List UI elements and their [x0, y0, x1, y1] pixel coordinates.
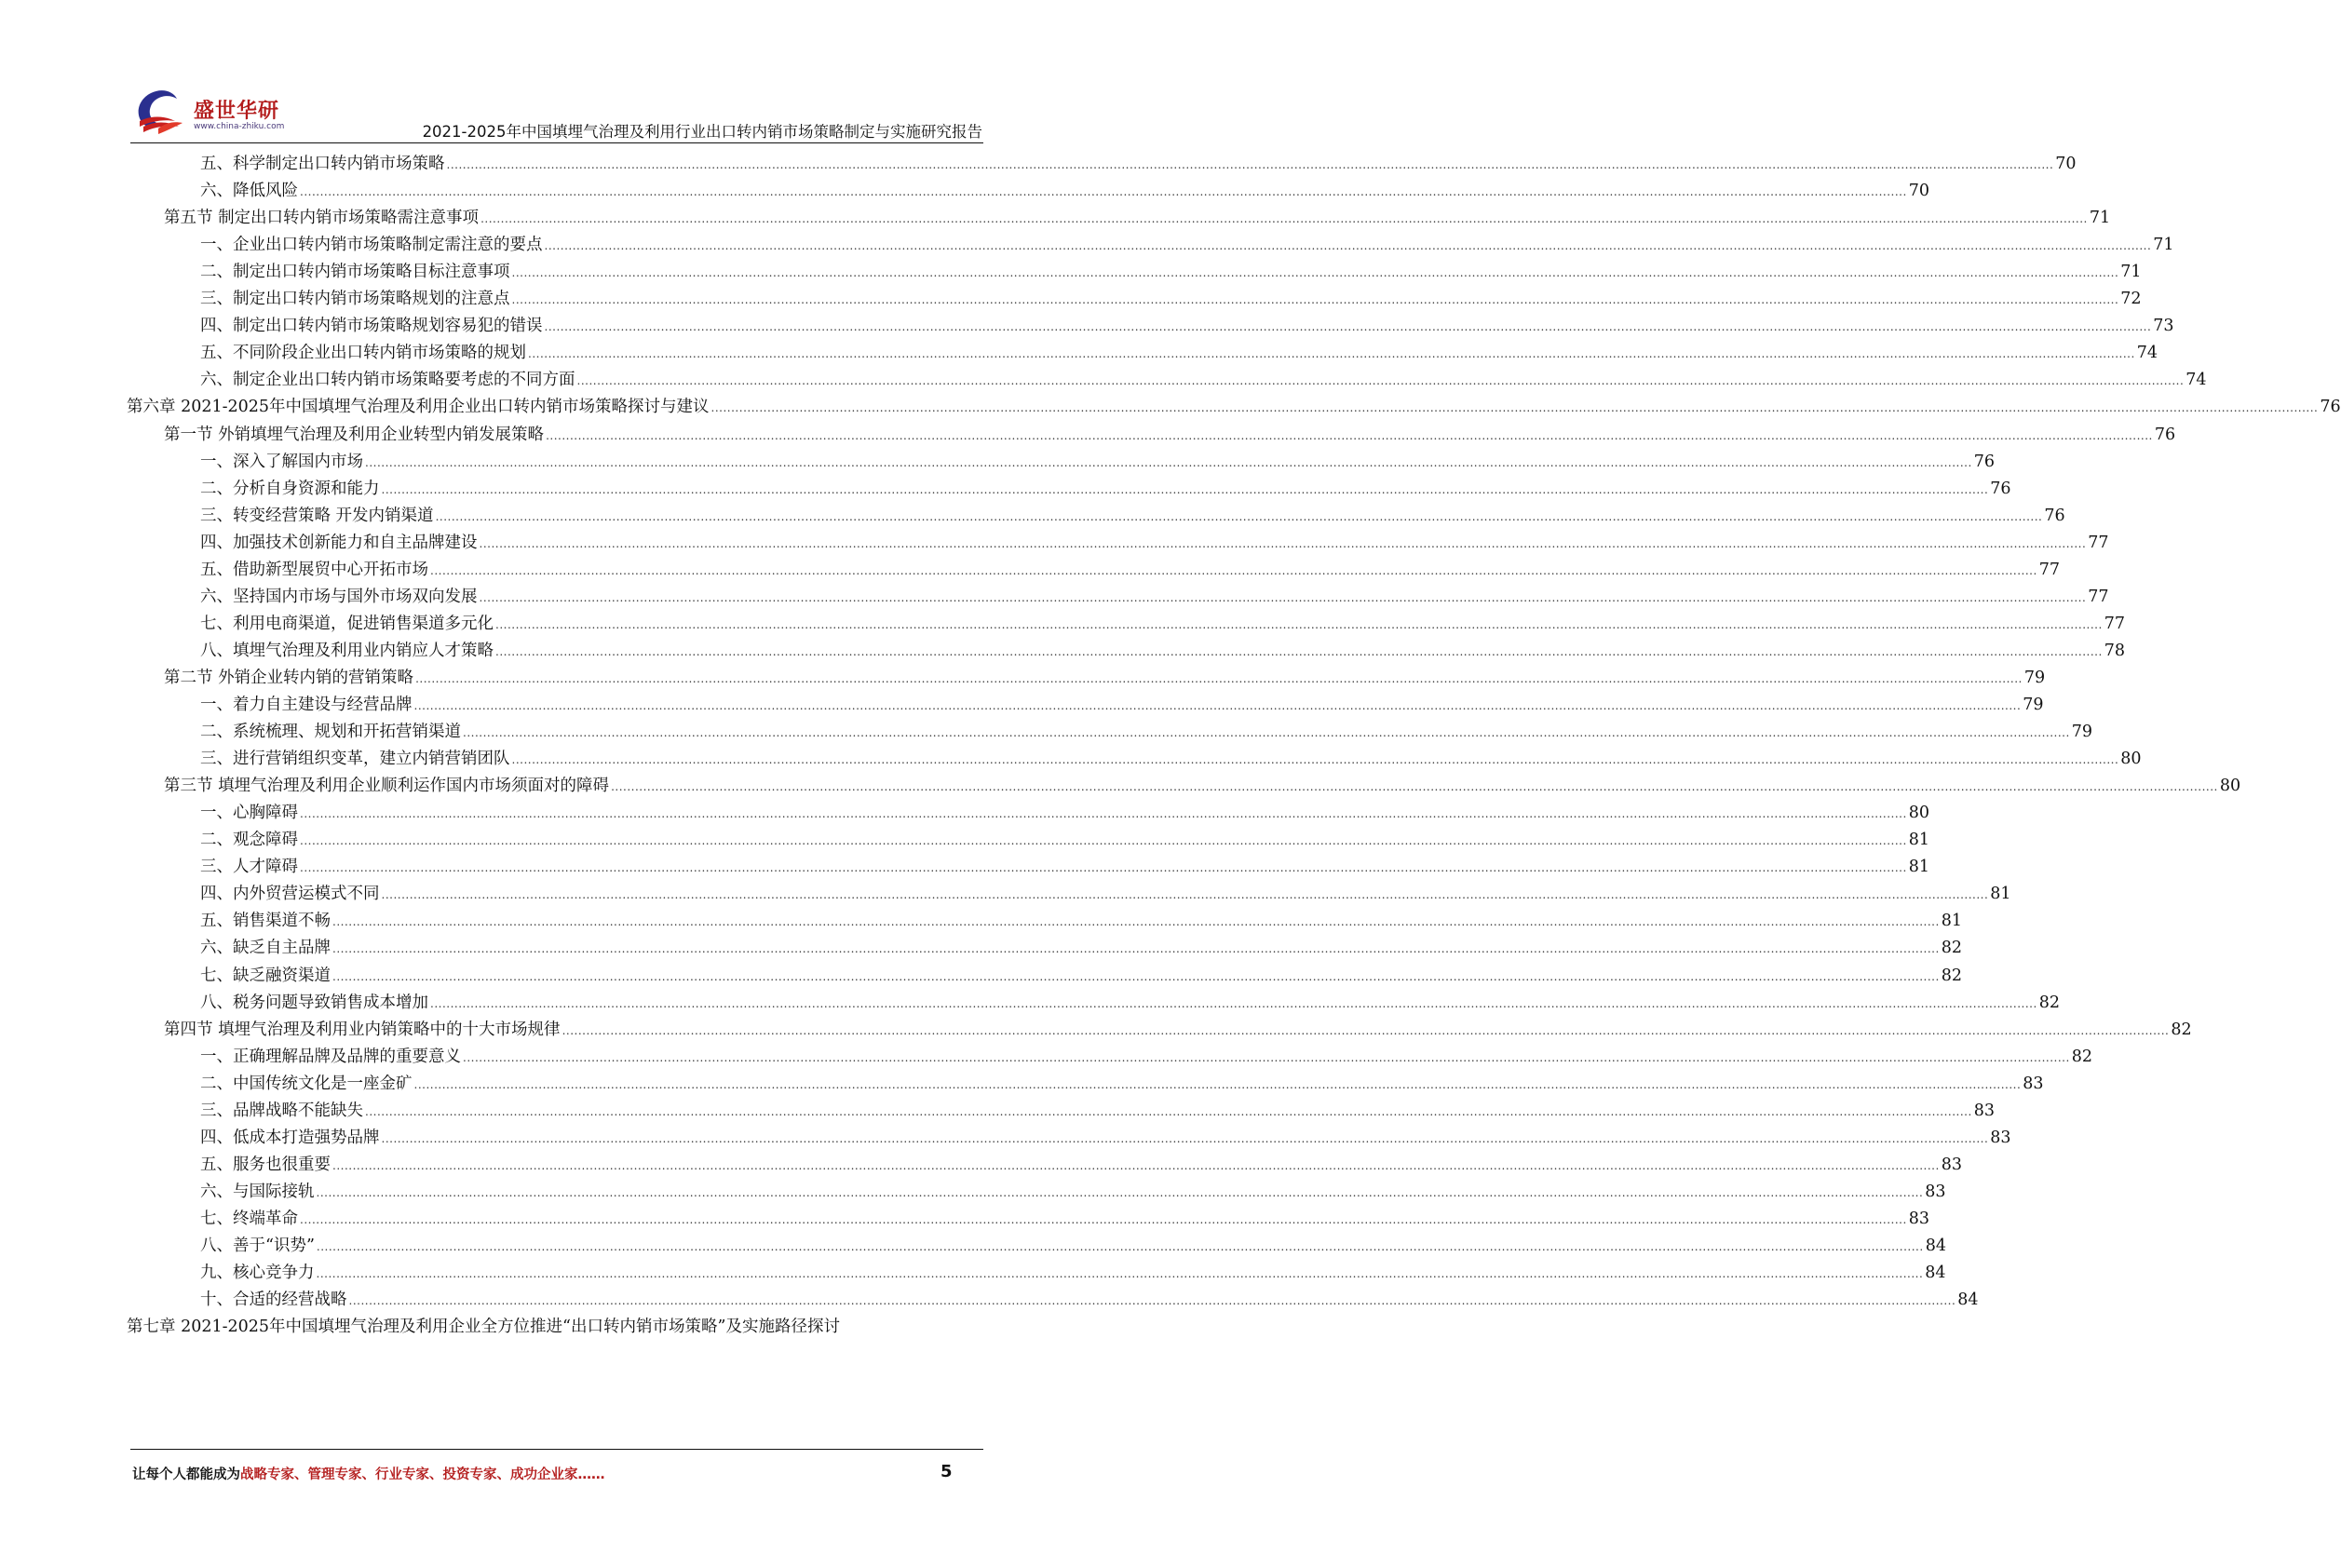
toc-page-number: 76: [1990, 479, 2011, 498]
toc-entry-title: 六、坚持国内市场与国外市场双向发展: [200, 587, 478, 606]
toc-entry[interactable]: [200, 448, 1996, 476]
toc-dot-leader: ................................................................................................................................................................................................................................................................................................................................................................................................................: [435, 509, 2043, 523]
toc-dot-leader: ................................................................................................................................................................................................................................................................................................................................................................................................................: [300, 185, 1907, 199]
toc-entry-title: 一、企业出口转内销市场策略制定需注意的要点: [200, 236, 543, 255]
toc-entry-title: 五、不同阶段企业出口转内销市场策略的规划: [200, 344, 526, 363]
toc-page-number: 71: [2120, 263, 2142, 282]
toc-entry[interactable]: [200, 1205, 1930, 1233]
toc-entry-title: 三、转变经营策略 开发内销渠道: [200, 506, 434, 525]
footer-divider: [130, 1449, 983, 1450]
toc-dot-leader: ................................................................................................................................................................................................................................................................................................................................................................................................................: [479, 590, 2087, 604]
toc-dot-leader: ................................................................................................................................................................................................................................................................................................................................................................................................................: [430, 996, 2037, 1010]
toc-dot-leader: ................................................................................................................................................................................................................................................................................................................................................................................................................: [495, 617, 2103, 631]
toc-dot-leader: ................................................................................................................................................................................................................................................................................................................................................................................................................: [381, 1131, 1989, 1145]
toc-entry-title: 四、制定出口转内销市场策略规划容易犯的错误: [200, 317, 543, 336]
toc-page-number: 82: [1941, 966, 1963, 985]
toc-entry[interactable]: [200, 1070, 2044, 1098]
toc-page-number: 77: [2104, 614, 2126, 633]
toc-page-number: 83: [2023, 1074, 2044, 1093]
toc-page-number: 71: [2153, 236, 2174, 255]
toc-entry-title: 一、着力自主建设与经营品牌: [200, 696, 413, 714]
toc-entry-title: 六、缺乏自主品牌: [200, 939, 331, 958]
toc-entry[interactable]: [200, 258, 2142, 286]
toc-dot-leader: ................................................................................................................................................................................................................................................................................................................................................................................................................: [415, 671, 2023, 685]
toc-entry-title: 七、终端革命: [200, 1209, 298, 1228]
toc-entry[interactable]: [200, 1232, 1946, 1260]
page-number: 5: [940, 1462, 953, 1481]
toc-page-number: 81: [1908, 831, 1930, 850]
toc-entry-title: 三、品牌战略不能缺失: [200, 1101, 363, 1120]
toc-entry[interactable]: [200, 989, 2061, 1017]
toc-entry-title: 四、低成本打造强势品牌: [200, 1128, 380, 1147]
toc-page-number: 83: [1990, 1128, 2011, 1147]
toc-entry-title: 一、深入了解国内市场: [200, 452, 363, 471]
toc-dot-leader: ................................................................................................................................................................................................................................................................................................................................................................................................................: [511, 266, 2119, 280]
toc-entry-title: 第三节 填埋气治理及利用企业顺利运作国内市场须面对的障碍: [164, 777, 610, 796]
toc-entry[interactable]: [164, 421, 2176, 449]
toc-entry[interactable]: [200, 934, 1963, 962]
toc-entry[interactable]: [200, 231, 2174, 259]
toc-page-number: 80: [2219, 777, 2241, 796]
toc-entry[interactable]: [200, 475, 2011, 503]
toc-entry-title: 七、利用电商渠道，促进销售渠道多元化: [200, 614, 494, 633]
toc-dot-leader: ................................................................................................................................................................................................................................................................................................................................................................................................................: [430, 563, 2037, 577]
toc-entry-title: 八、善于“识势”: [200, 1237, 315, 1255]
toc-entry-title: 二、系统梳理、规划和开拓营销渠道: [200, 723, 461, 742]
header-divider: [130, 142, 983, 143]
toc-page-number: 82: [2071, 1047, 2093, 1066]
toc-dot-leader: ................................................................................................................................................................................................................................................................................................................................................................................................................: [544, 239, 2152, 253]
toc-entry[interactable]: [200, 529, 2109, 557]
toc-entry-title: 六、与国际接轨: [200, 1182, 315, 1201]
toc-entry[interactable]: [200, 826, 1930, 854]
toc-entry-title: 五、销售渠道不畅: [200, 912, 331, 931]
toc-entry-title: 五、服务也很重要: [200, 1155, 331, 1174]
toc-entry[interactable]: [200, 691, 2044, 719]
toc-entry-title: 七、缺乏融资渠道: [200, 966, 331, 985]
toc-dot-leader: ................................................................................................................................................................................................................................................................................................................................................................................................................: [300, 834, 1907, 848]
toc-entry[interactable]: [164, 664, 2046, 692]
toc-page-number: 79: [2023, 668, 2046, 687]
toc-page-number: 78: [2104, 641, 2126, 660]
toc-entry-title: 第五节 制定出口转内销市场策略需注意事项: [164, 209, 480, 228]
toc-dot-leader: ................................................................................................................................................................................................................................................................................................................................................................................................................: [300, 807, 1907, 821]
toc-dot-leader: ................................................................................................................................................................................................................................................................................................................................................................................................................: [332, 915, 1940, 929]
toc-dot-leader: ................................................................................................................................................................................................................................................................................................................................................................................................................: [348, 1294, 1956, 1308]
toc-page-number: 83: [1941, 1155, 1963, 1174]
logo-url: www.china-zhiku.com: [194, 122, 285, 131]
toc-dot-leader: ................................................................................................................................................................................................................................................................................................................................................................................................................: [300, 1212, 1907, 1226]
toc-dot-leader: ................................................................................................................................................................................................................................................................................................................................................................................................................: [413, 1077, 2022, 1091]
toc-page-number: 76: [1973, 452, 1996, 471]
toc-entry-title: 第七章 2021-2025年中国填埋气治理及利用企业全方位推进“出口转内销市场策略”及实施路径探讨: [127, 1318, 840, 1337]
toc-entry[interactable]: [200, 556, 2061, 584]
toc-dot-leader: ................................................................................................................................................................................................................................................................................................................................................................................................................: [316, 1240, 1924, 1253]
toc-dot-leader: ................................................................................................................................................................................................................................................................................................................................................................................................................: [479, 536, 2087, 550]
toc-entry[interactable]: [200, 366, 2207, 394]
toc-dot-leader: ................................................................................................................................................................................................................................................................................................................................................................................................................: [544, 320, 2152, 334]
toc-dot-leader: ................................................................................................................................................................................................................................................................................................................................................................................................................: [463, 726, 2070, 740]
toc-page-number: 81: [1990, 885, 2011, 904]
toc-entry[interactable]: [200, 1043, 2093, 1071]
toc-page-number: 79: [2023, 696, 2044, 714]
toc-entry[interactable]: [164, 1016, 2192, 1044]
toc-dot-leader: ................................................................................................................................................................................................................................................................................................................................................................................................................: [413, 699, 2022, 712]
toc-page-number: 76: [2044, 506, 2065, 525]
toc-entry-title: 三、制定出口转内销市场策略规划的注意点: [200, 290, 510, 309]
toc-dot-leader: ................................................................................................................................................................................................................................................................................................................................................................................................................: [316, 1267, 1924, 1281]
toc-page-number: 77: [2038, 560, 2061, 579]
toc-dot-leader: ................................................................................................................................................................................................................................................................................................................................................................................................................: [480, 212, 2088, 226]
toc-dot-leader: ................................................................................................................................................................................................................................................................................................................................................................................................................: [381, 482, 1989, 496]
toc-dot-leader: ................................................................................................................................................................................................................................................................................................................................................................................................................: [546, 428, 2153, 442]
toc-dot-leader: ................................................................................................................................................................................................................................................................................................................................................................................................................: [611, 780, 2218, 794]
toc-entry-title: 二、中国传统文化是一座金矿: [200, 1074, 413, 1093]
toc-page-number: 83: [1973, 1101, 1996, 1120]
toc-dot-leader: ................................................................................................................................................................................................................................................................................................................................................................................................................: [463, 1050, 2070, 1064]
toc-entry-title: 四、加强技术创新能力和自主品牌建设: [200, 533, 478, 552]
toc-entry-title: 第六章 2021-2025年中国填埋气治理及利用企业出口转内销市场策略探讨与建议: [127, 398, 710, 417]
toc-page-number: 83: [1908, 1209, 1930, 1228]
toc-dot-leader: ................................................................................................................................................................................................................................................................................................................................................................................................................: [562, 1023, 2170, 1037]
toc-dot-leader: ................................................................................................................................................................................................................................................................................................................................................................................................................: [332, 1158, 1940, 1172]
toc-entry[interactable]: [200, 637, 2126, 665]
toc-dot-leader: ................................................................................................................................................................................................................................................................................................................................................................................................................: [332, 942, 1940, 956]
toc-page-number: 82: [2171, 1020, 2192, 1039]
toc-dot-leader: ................................................................................................................................................................................................................................................................................................................................................................................................................: [316, 1185, 1924, 1199]
toc-page-number: 80: [2120, 750, 2142, 769]
toc-page-number: 82: [1941, 939, 1963, 958]
toc-entry-title: 六、制定企业出口转内销市场策略要考虑的不同方面: [200, 371, 575, 390]
toc-entry[interactable]: [200, 177, 1930, 205]
toc-page-number: 74: [2185, 371, 2207, 390]
toc-entry[interactable]: [200, 610, 2126, 638]
toc-page-number: 83: [1925, 1182, 1946, 1201]
toc-entry-title: 五、借助新型展贸中心开拓市场: [200, 560, 428, 579]
footer-slogan-accent: 战略专家、管理专家、行业专家、投资专家、成功企业家……: [240, 1467, 605, 1482]
toc-entry-title: 八、填埋气治理及利用业内销应人才策略: [200, 641, 494, 660]
toc-entry-title: 九、核心竞争力: [200, 1264, 315, 1283]
footer-slogan: [132, 1464, 605, 1483]
toc-entry[interactable]: [200, 1097, 1996, 1125]
toc-page-number: 84: [1957, 1291, 1979, 1310]
toc-page-number: 73: [2153, 317, 2174, 336]
toc-entry[interactable]: [200, 853, 1930, 881]
toc-page-number: 84: [1925, 1237, 1946, 1255]
toc-entry[interactable]: [200, 1178, 1946, 1206]
toc-entry[interactable]: [200, 1259, 1946, 1287]
toc-page-number: 72: [2120, 290, 2142, 309]
toc-entry-title: 三、进行营销组织变革，建立内销营销团队: [200, 750, 510, 769]
toc-dot-leader: ................................................................................................................................................................................................................................................................................................................................................................................................................: [576, 374, 2185, 388]
toc-entry-title: 一、心胸障碍: [200, 804, 298, 823]
toc-entry[interactable]: [200, 1286, 1979, 1314]
toc-entry[interactable]: [200, 799, 1930, 827]
toc-entry-title: 八、税务问题导致销售成本增加: [200, 993, 428, 1012]
toc-dot-leader: ................................................................................................................................................................................................................................................................................................................................................................................................................: [511, 293, 2119, 307]
toc-entry[interactable]: [200, 502, 2065, 530]
toc-page-number: 77: [2088, 533, 2109, 552]
toc-entry-title: 一、正确理解品牌及品牌的重要意义: [200, 1047, 461, 1066]
toc-dot-leader: ................................................................................................................................................................................................................................................................................................................................................................................................................: [528, 347, 2135, 361]
toc-entry-title: 二、观念障碍: [200, 831, 298, 850]
toc-page-number: 74: [2136, 344, 2158, 363]
toc-entry[interactable]: [200, 907, 1963, 935]
toc-dot-leader: ................................................................................................................................................................................................................................................................................................................................................................................................................: [446, 158, 2054, 171]
toc-entry[interactable]: [200, 1151, 1963, 1179]
toc-dot-leader: ................................................................................................................................................................................................................................................................................................................................................................................................................: [495, 644, 2103, 658]
toc-page-number: 71: [2089, 209, 2111, 228]
toc-entry[interactable]: [164, 772, 2241, 800]
toc-page-number: 80: [1908, 804, 1930, 823]
toc-entry[interactable]: [200, 339, 2158, 367]
logo-title: 盛世华研: [194, 100, 280, 123]
toc-page-number: 77: [2088, 587, 2109, 606]
toc-entry-title: 四、内外贸营运模式不同: [200, 885, 380, 904]
toc-page-number: 81: [1941, 912, 1963, 931]
report-title: 2021-2025年中国填埋气治理及利用行业出口转内销市场策略制定与实施研究报告: [422, 123, 982, 141]
toc-entry-title: 二、制定出口转内销市场策略目标注意事项: [200, 263, 510, 282]
toc-entry-title: 第一节 外销填埋气治理及利用企业转型内销发展策略: [164, 425, 545, 444]
toc-page-number: 79: [2071, 723, 2093, 742]
toc-entry[interactable]: [200, 962, 1963, 990]
toc-entry[interactable]: [127, 393, 2341, 421]
toc-entry-title: 第二节 外销企业转内销的营销策略: [164, 668, 414, 687]
toc-page-number: 70: [2055, 155, 2077, 173]
toc-entry-title: 第四节 填埋气治理及利用业内销策略中的十大市场规律: [164, 1020, 561, 1039]
toc-dot-leader: ................................................................................................................................................................................................................................................................................................................................................................................................................: [365, 1104, 1972, 1118]
toc-page-number: 70: [1908, 182, 1930, 201]
toc-entry-title: 六、降低风险: [200, 182, 298, 201]
toc-entry[interactable]: [200, 312, 2174, 340]
toc-dot-leader: ................................................................................................................................................................................................................................................................................................................................................................................................................: [332, 969, 1940, 983]
toc-dot-leader: ................................................................................................................................................................................................................................................................................................................................................................................................................: [381, 888, 1989, 902]
toc-entry[interactable]: [164, 204, 2111, 232]
toc-entry[interactable]: [200, 285, 2142, 313]
toc-entry[interactable]: [200, 718, 2093, 746]
toc-page-number: 76: [2154, 425, 2176, 444]
toc-entry[interactable]: [200, 150, 2077, 178]
page-header: [0, 0, 1109, 149]
toc-entry[interactable]: [200, 745, 2142, 773]
footer-slogan-prefix: 让每个人都能成为: [132, 1467, 240, 1482]
toc-entry-title: 二、分析自身资源和能力: [200, 479, 380, 498]
toc-dot-leader: ................................................................................................................................................................................................................................................................................................................................................................................................................: [300, 861, 1907, 875]
toc-entry-title: 五、科学制定出口转内销市场策略: [200, 155, 445, 173]
toc-dot-leader: ................................................................................................................................................................................................................................................................................................................................................................................................................: [511, 753, 2119, 767]
toc-entry[interactable]: [127, 1313, 909, 1341]
toc-dot-leader: ................................................................................................................................................................................................................................................................................................................................................................................................................: [365, 455, 1972, 469]
toc-entry[interactable]: [200, 880, 2011, 908]
toc-entry-title: 十、合适的经营战略: [200, 1291, 347, 1310]
toc-page-number: 82: [2038, 993, 2061, 1012]
toc-page-number: 84: [1925, 1264, 1946, 1283]
toc-entry[interactable]: [200, 1124, 2011, 1152]
toc-dot-leader: ................................................................................................................................................................................................................................................................................................................................................................................................................: [710, 401, 2319, 415]
toc-entry[interactable]: [200, 583, 2109, 611]
toc-entry-title: 三、人才障碍: [200, 858, 298, 877]
toc-page-number: 76: [2320, 398, 2341, 417]
toc-page-number: 81: [1908, 858, 1930, 877]
